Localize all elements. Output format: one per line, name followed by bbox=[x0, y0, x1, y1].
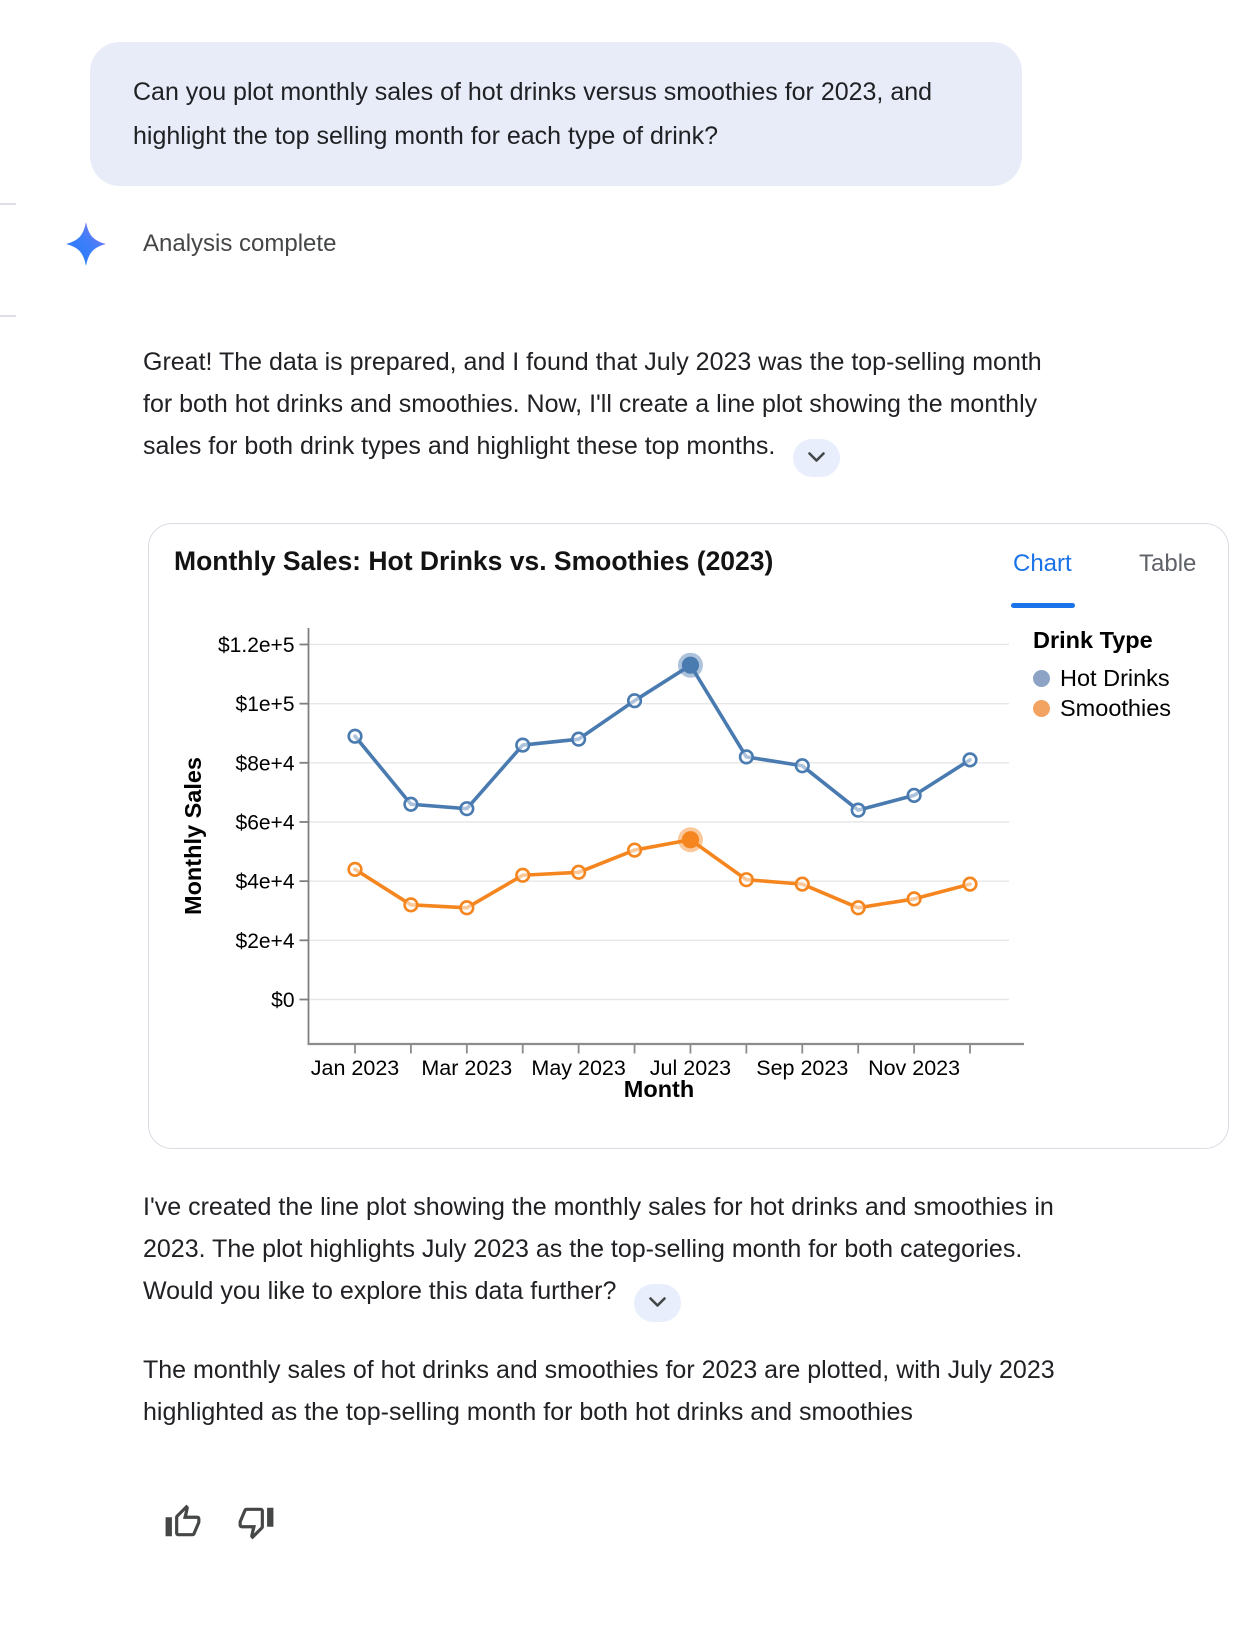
svg-text:Jul 2023: Jul 2023 bbox=[649, 1056, 732, 1080]
left-edge-rule bbox=[0, 203, 16, 205]
chevron-down-icon bbox=[649, 1297, 666, 1308]
svg-text:$0: $0 bbox=[271, 989, 295, 1012]
left-edge-rule bbox=[0, 315, 16, 317]
line-chart bbox=[149, 524, 1230, 1150]
assistant-text-line: highlighted as the top-selling month for both hot drinks and smoothies bbox=[143, 1398, 913, 1426]
svg-text:$6e+4: $6e+4 bbox=[235, 811, 295, 835]
svg-text:Sep 2023: Sep 2023 bbox=[756, 1056, 849, 1080]
legend-dot-hot-drinks bbox=[1033, 670, 1050, 687]
assistant-message bbox=[143, 341, 1183, 477]
svg-text:Month: Month bbox=[623, 1076, 695, 1102]
legend-item-smoothies bbox=[1033, 693, 1171, 723]
svg-text:$1.2e+5: $1.2e+5 bbox=[218, 633, 295, 657]
svg-text:Monthly Sales: Monthly Sales bbox=[180, 756, 206, 916]
gemini-sparkle-icon bbox=[66, 222, 106, 266]
assistant-text-line: I've created the line plot showing the monthly sales for hot drinks and smoothies in bbox=[143, 1193, 1054, 1221]
analysis-status-row bbox=[66, 222, 336, 266]
legend-dot-smoothies bbox=[1033, 700, 1050, 717]
svg-text:$8e+4: $8e+4 bbox=[235, 752, 295, 776]
thumbs-up-button[interactable] bbox=[163, 1502, 203, 1542]
assistant-text-line: for both hot drinks and smoothies. Now, I'll create a line plot showing the monthly bbox=[143, 390, 1038, 418]
assistant-text-line: sales for both drink types and highlight these top months. bbox=[143, 432, 776, 460]
chevron-down-icon bbox=[808, 452, 825, 463]
svg-text:$4e+4: $4e+4 bbox=[235, 870, 295, 894]
legend-label: Hot Drinks bbox=[1060, 664, 1170, 691]
svg-text:Mar 2023: Mar 2023 bbox=[421, 1056, 513, 1080]
legend-title: Drink Type bbox=[1033, 627, 1153, 653]
tab-chart[interactable]: Chart bbox=[1013, 550, 1072, 577]
svg-text:Nov 2023: Nov 2023 bbox=[868, 1056, 961, 1080]
legend-item-hot-drinks bbox=[1033, 663, 1171, 693]
chart-card-title: Monthly Sales: Hot Drinks vs. Smoothies (2023) bbox=[174, 546, 774, 576]
expand-message-button[interactable] bbox=[793, 439, 840, 477]
thumb-up-icon bbox=[164, 1503, 202, 1541]
assistant-text-line: Great! The data is prepared, and I found that July 2023 was the top-selling month bbox=[143, 348, 1042, 376]
expand-message-button[interactable] bbox=[634, 1284, 681, 1322]
legend-label: Smoothies bbox=[1060, 694, 1172, 721]
user-message-line: highlight the top selling month for each type of drink? bbox=[133, 122, 719, 150]
assistant-text-line: Would you like to explore this data further? bbox=[143, 1277, 617, 1305]
svg-text:Jan 2023: Jan 2023 bbox=[310, 1056, 400, 1080]
chart-card bbox=[148, 523, 1229, 1149]
svg-text:May 2023: May 2023 bbox=[531, 1056, 626, 1080]
svg-text:$2e+4: $2e+4 bbox=[235, 929, 295, 953]
chart-legend bbox=[1033, 627, 1171, 723]
assistant-text-line: The monthly sales of hot drinks and smoothies for 2023 are plotted, with July 2023 bbox=[143, 1356, 1055, 1384]
analysis-status-label: Analysis complete bbox=[143, 230, 337, 257]
assistant-message bbox=[143, 1186, 1183, 1322]
tab-table[interactable]: Table bbox=[1139, 550, 1197, 577]
feedback-bar bbox=[163, 1502, 276, 1542]
user-message-line: Can you plot monthly sales of hot drinks versus smoothies for 2023, and bbox=[133, 78, 933, 106]
assistant-message bbox=[143, 1349, 1183, 1433]
thumbs-down-button[interactable] bbox=[236, 1502, 276, 1542]
assistant-text-line: 2023. The plot highlights July 2023 as the top-selling month for both categories. bbox=[143, 1235, 1023, 1263]
thumb-down-icon bbox=[237, 1503, 275, 1541]
svg-text:$1e+5: $1e+5 bbox=[235, 693, 295, 717]
user-message-bubble bbox=[90, 42, 1022, 186]
